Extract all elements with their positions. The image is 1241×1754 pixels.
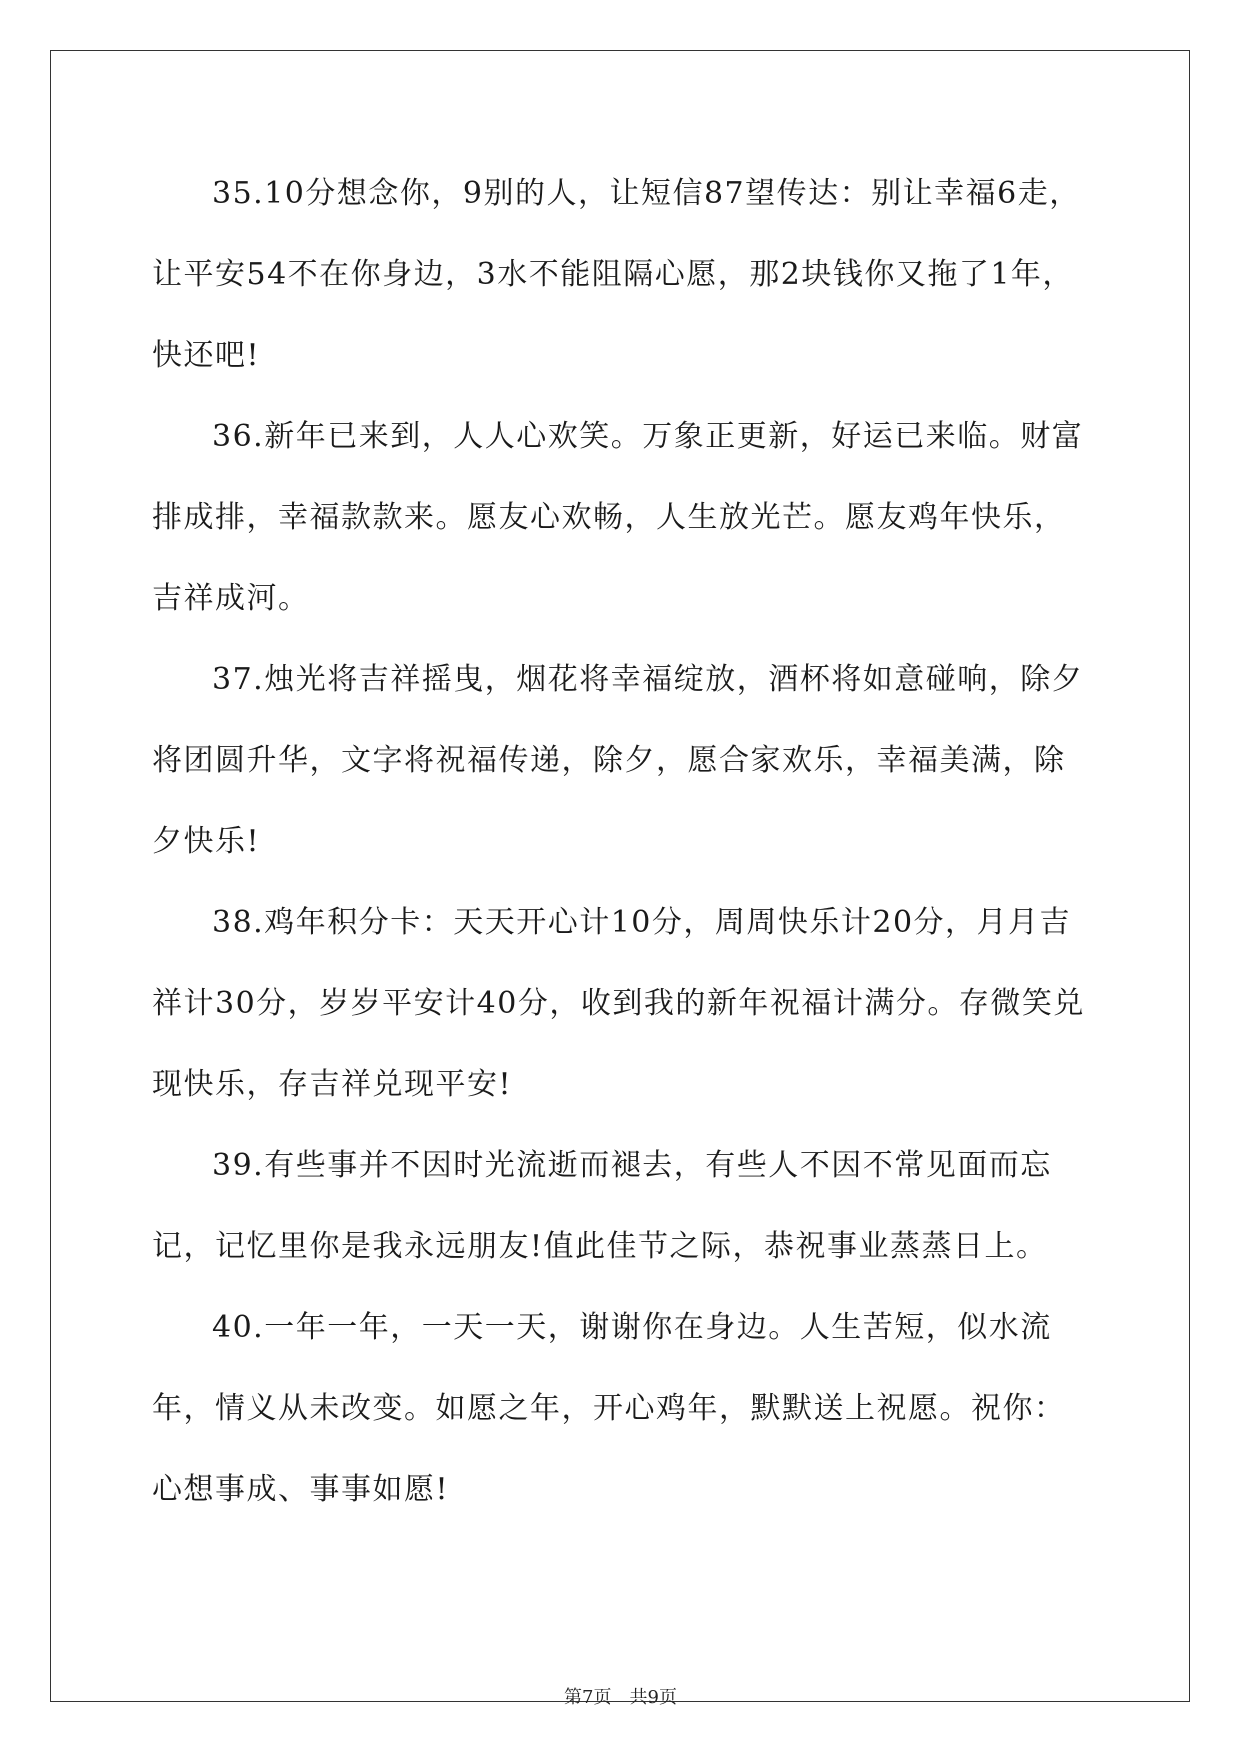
paragraph-36: 36.新年已来到，人人心欢笑。万象正更新，好运已来临。财富排成排，幸福款款来。愿友心欢畅，人生放光芒。愿友鸡年快乐，吉祥成河。 [152, 419, 1084, 616]
paragraph-40: 40.一年一年，一天一天，谢谢你在身边。人生苦短，似水流年，情义从未改变。如愿之年，开心鸡年，默默送上祝愿。祝你：心想事成、事事如愿! [152, 1310, 1066, 1507]
paragraph-38: 38.鸡年积分卡：天天开心计10分，周周快乐计20分，月月吉祥计30分，岁岁平安计40分，收到我的新年祝福计满分。存微笑兑现快乐，存吉祥兑现平安! [152, 905, 1085, 1102]
page-footer [0, 1683, 1241, 1709]
paragraph-39: 39.有些事并不因时光流逝而褪去，有些人不因不常见面而忘记，记忆里你是我永远朋友!值此佳节之际，恭祝事业蒸蒸日上。 [152, 1148, 1052, 1264]
page-total: 共9页 [629, 1687, 677, 1708]
paragraph-37: 37.烛光将吉祥摇曳，烟花将幸福绽放，酒杯将如意碰响，除夕将团圆升华，文字将祝福传递，除夕，愿合家欢乐，幸福美满，除夕快乐! [152, 662, 1084, 859]
page-number: 第7页 [564, 1687, 612, 1708]
paragraph-35: 35.10分想念你，9别的人，让短信87望传达：别让幸福6走，让平安54不在你身边，3水不能阻隔心愿，那2块钱你又拖了1年，快还吧! [152, 176, 1081, 373]
